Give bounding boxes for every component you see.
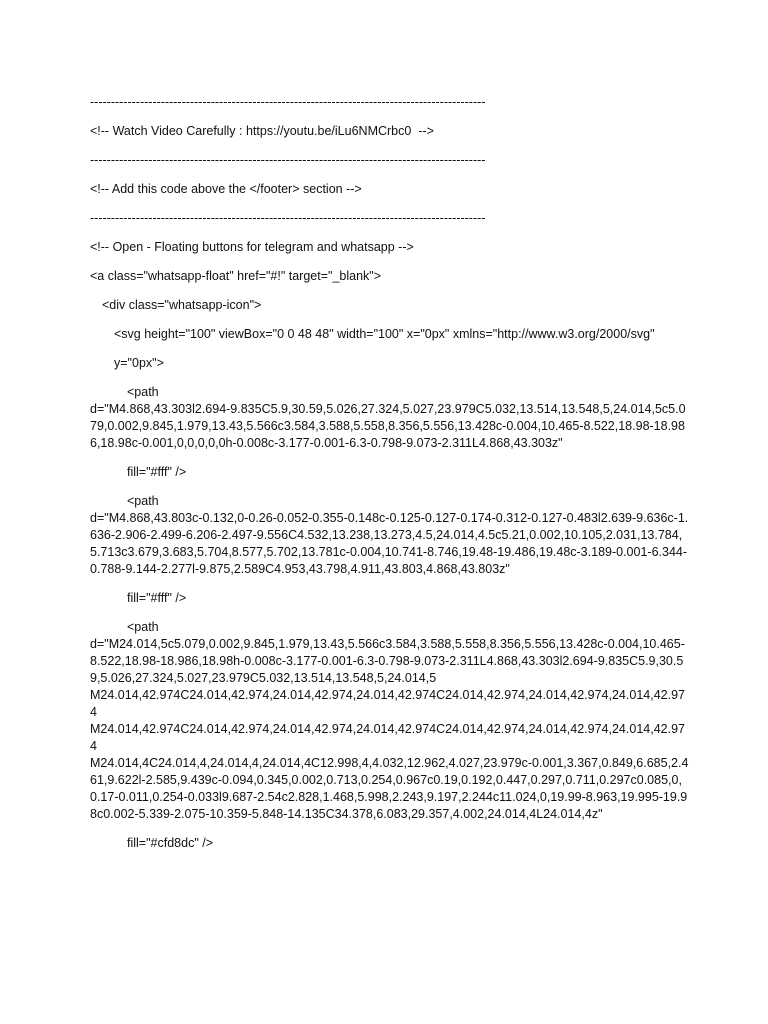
path-3-fill: fill="#cfd8dc" />	[127, 836, 214, 850]
path-3-data-a: d="M24.014,5c5.079,0.002,9.845,1.979,13.43,5.566c3.584,3.588,5.558,8.356,5.556,13.428c-0.004,10.465-8.522,18.98-18.986,18.98h-0.008c-3.177-0.001-6.3-0.798-9.073-2.311L4.868,43.303l2.694-9.835C5.9,30.59,5.026,27.324,5.027,23.979C5.032,13.514,13.548,5,24.014,5	[90, 637, 685, 685]
path-3-data-b: M24.014,42.974C24.014,42.974,24.014,42.974,24.014,42.974C24.014,42.974,24.014,42.974,24.014,42.974	[90, 688, 685, 719]
path-open-tag: <path	[127, 620, 159, 634]
path-3-data-d: M24.014,4C24.014,4,24.014,4,24.014,4C12.998,4,4.032,12.962,4.027,23.979c-0.001,3.367,0.849,6.685,2.461,9.622l-2.585,9.439c-0.094,0.345,0.002,0.713,0.254,0.967c0.19,0.192,0.447,0.297,0.711,0.297c0.085,0,0.17-0.011,0.254-0.033l9.687-2.54c2.828,1.468,5.998,2.243,9.197,2.244c11.024,0,19.99-8.963,19.995-19.98c0.002-5.339-2.075-10.359-5.848-14.135C34.378,6.083,29.357,4.002,24.014,4L24.014,4z"	[90, 756, 689, 821]
svg-tag-line: <svg height="100" viewBox="0 0 48 48" width="100" x="0px" xmlns="http://www.w3.org/2000/svg"	[114, 327, 655, 341]
document-page	[90, 94, 690, 852]
svg-y-line: y="0px">	[114, 356, 164, 370]
path-open-tag: <path	[127, 494, 159, 508]
anchor-tag-line: <a class="whatsapp-float" href="#!" target="_blank">	[90, 269, 382, 283]
comment-add-code: <!-- Add this code above the </footer> section -->	[90, 182, 362, 196]
separator-line: -----------------------------------------------------------------------------------------------	[90, 153, 486, 167]
path-2-data: d="M4.868,43.803c-0.132,0-0.26-0.052-0.355-0.148c-0.125-0.127-0.174-0.312-0.127-0.483l2.639-9.636c-1.636-2.906-2.499-6.206-2.497-9.556C4.532,13.238,13.273,4.5,24.014,4.5c5.21,0.002,10.105,2.031,13.784,5.713c3.679,3.683,5.704,8.577,5.702,13.781c-0.004,10.741-8.746,19.48-19.486,19.48c-3.189-0.001-6.344-0.788-9.144-2.277l-9.875,2.589C4.953,43.798,4.911,43.803,4.868,43.803z"	[90, 511, 689, 576]
separator-line: -----------------------------------------------------------------------------------------------	[90, 95, 486, 109]
path-3-data-c: M24.014,42.974C24.014,42.974,24.014,42.974,24.014,42.974C24.014,42.974,24.014,42.974,24.014,42.974	[90, 722, 685, 753]
separator-line: -----------------------------------------------------------------------------------------------	[90, 211, 486, 225]
div-tag-line: <div class="whatsapp-icon">	[102, 298, 262, 312]
path-2-fill: fill="#fff" />	[127, 591, 187, 605]
path-1-fill: fill="#fff" />	[127, 465, 187, 479]
path-open-tag: <path	[127, 385, 159, 399]
comment-watch-video: <!-- Watch Video Carefully : https://youtu.be/iLu6NMCrbc0 -->	[90, 124, 434, 138]
path-1-data: d="M4.868,43.303l2.694-9.835C5.9,30.59,5.026,27.324,5.027,23.979C5.032,13.514,13.548,5,24.014,5c5.079,0.002,9.845,1.979,13.43,5.566c3.584,3.588,5.558,8.356,5.556,13.428c-0.004,10.465-8.522,18.98-18.986,18.98c-0.001,0,0,0,0,0h-0.008c-3.177-0.001-6.3-0.798-9.073-2.311L4.868,43.303z"	[90, 402, 686, 450]
comment-open-floating: <!-- Open - Floating buttons for telegram and whatsapp -->	[90, 240, 414, 254]
